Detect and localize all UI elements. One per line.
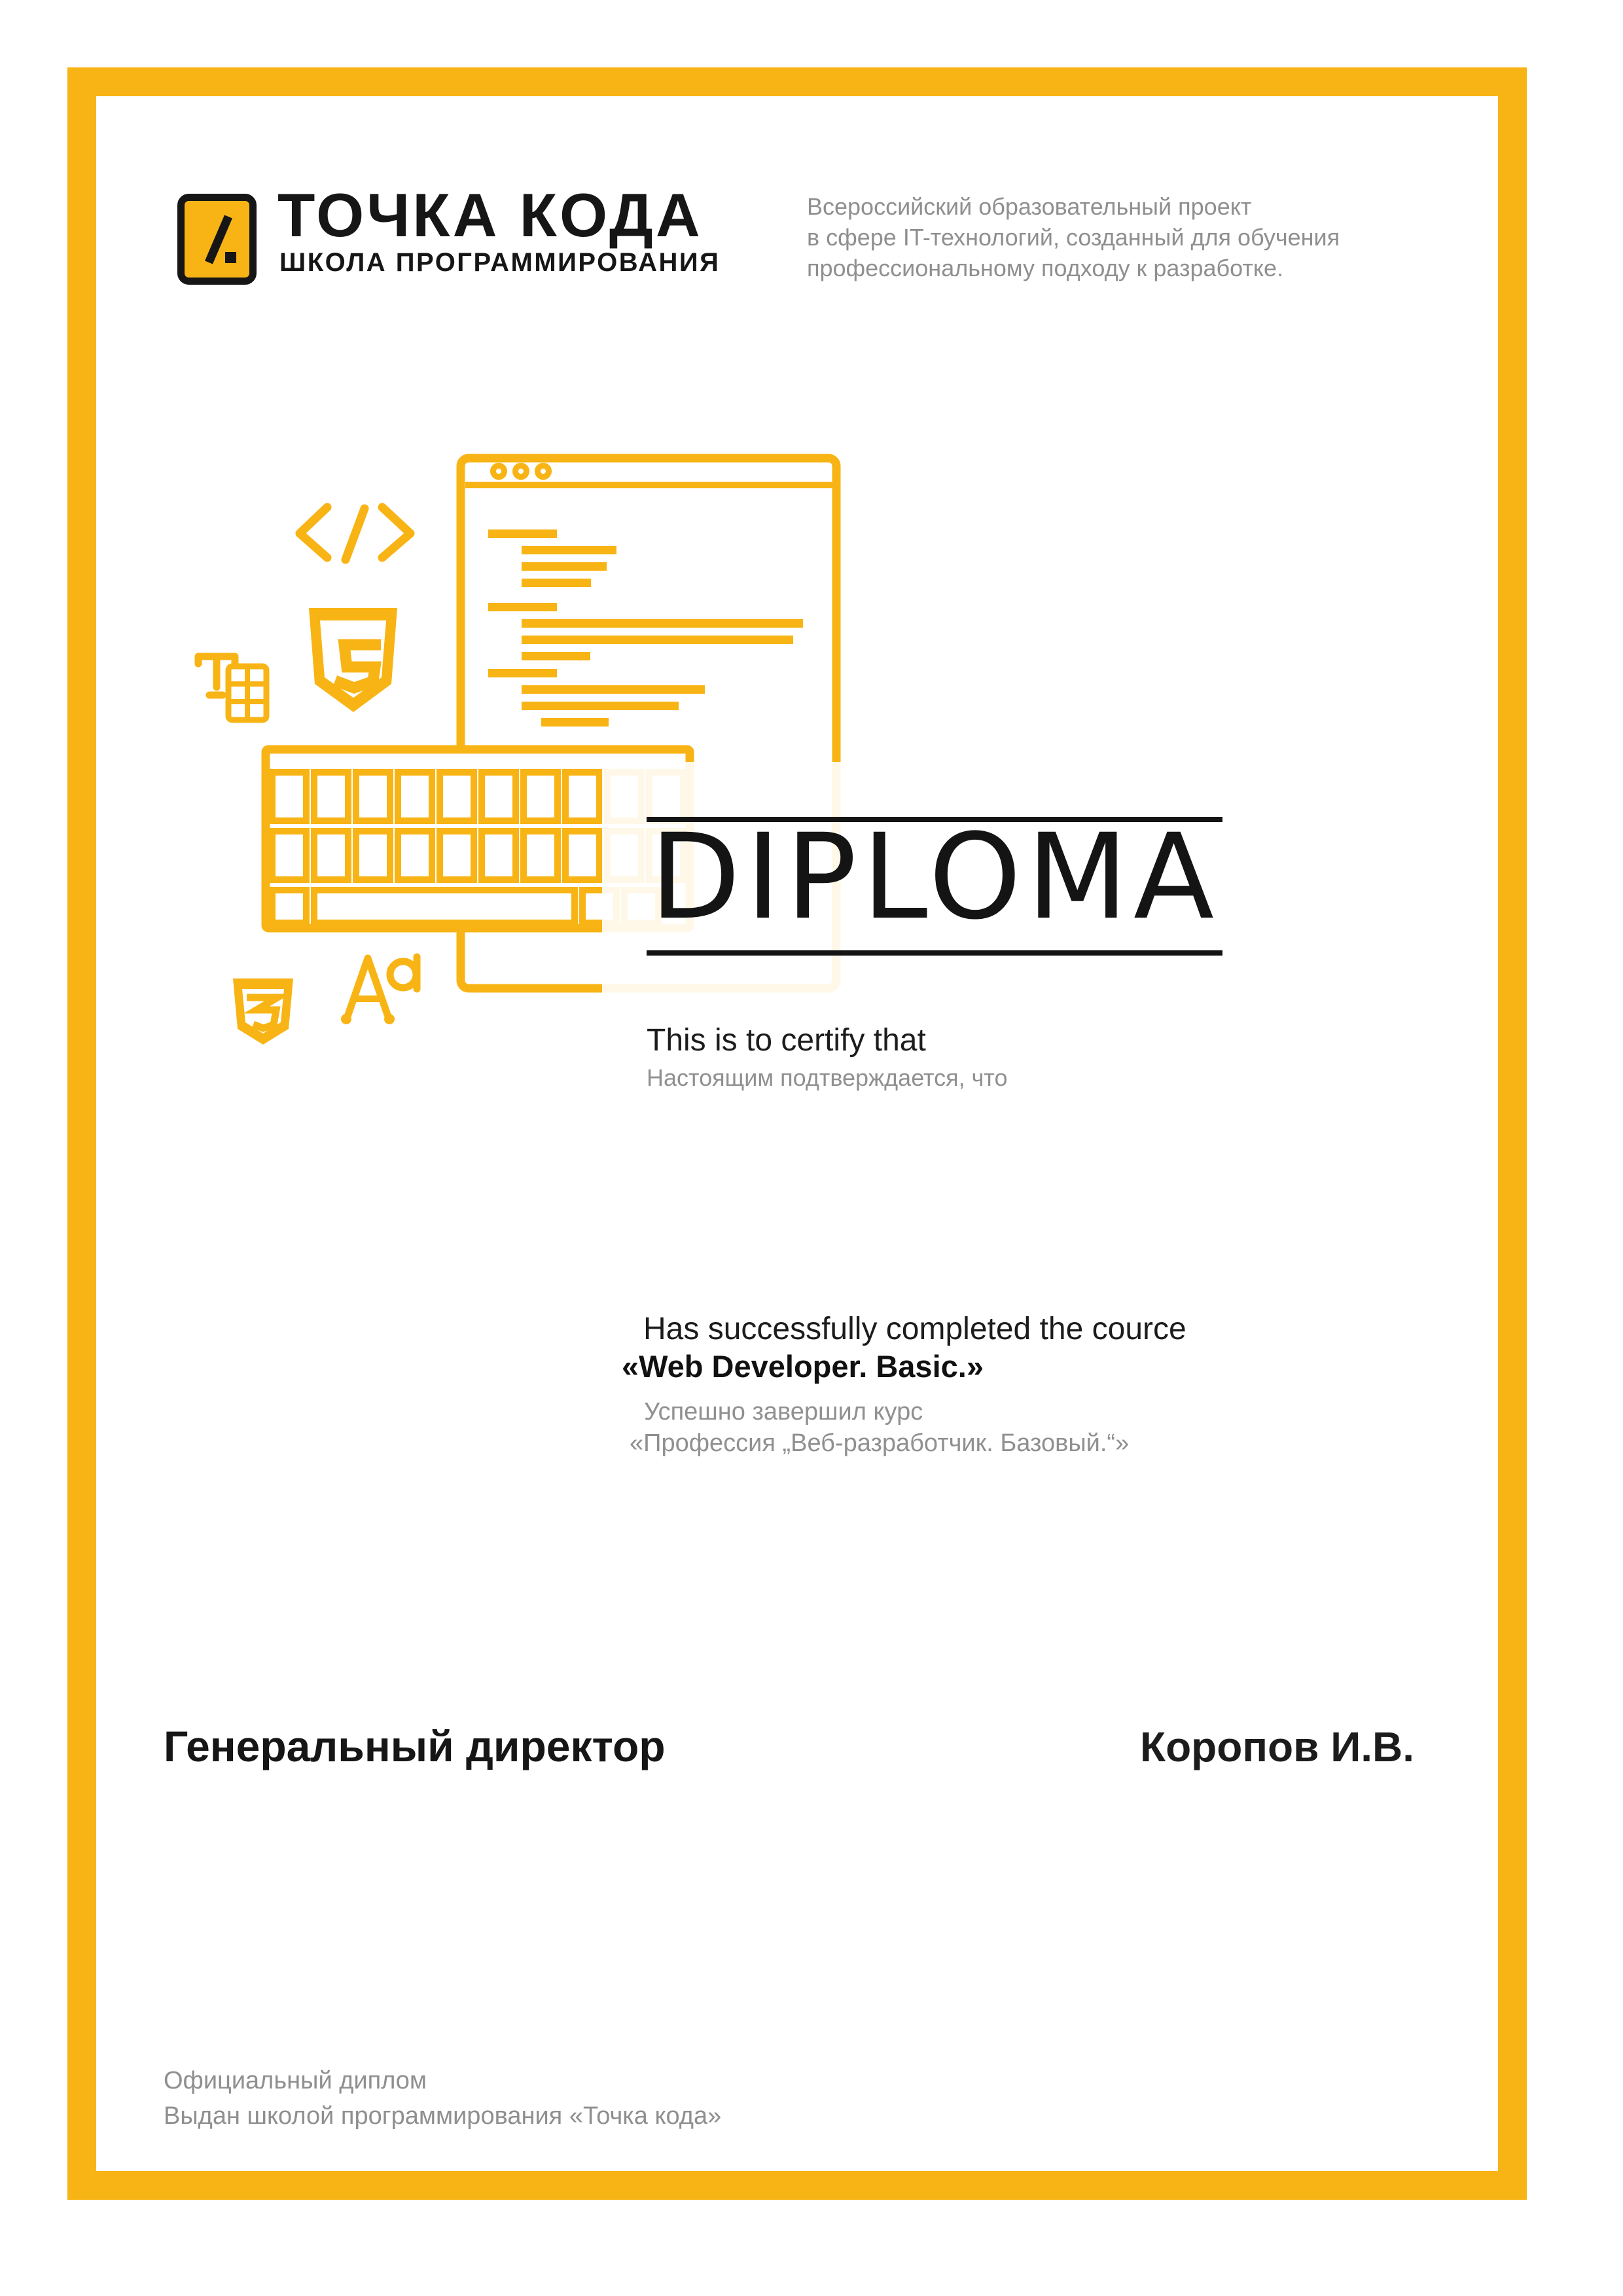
diploma-title-block xyxy=(647,809,1222,956)
course-title-en: «Web Developer. Basic.» xyxy=(622,1349,984,1384)
completed-text-ru: Успешно завершил курс xyxy=(644,1398,923,1426)
certify-text-ru: Настоящим подтверждается, что xyxy=(647,1064,1008,1091)
table-icon xyxy=(228,666,266,720)
logo-title: ТОЧКА КОДА xyxy=(277,181,703,249)
certify-text-en: This is to certify that xyxy=(647,1023,926,1058)
intro-paragraph xyxy=(807,191,1340,283)
completed-text-en: Has successfully completed the cource xyxy=(643,1312,1186,1346)
slash-dot-logo-icon xyxy=(181,198,253,281)
font-style-aa-icon xyxy=(341,957,417,1024)
css3-shield-icon xyxy=(233,978,293,1045)
code-tag-icon xyxy=(300,507,410,560)
intro-line: в сфере IT-технологий, созданный для обучения xyxy=(807,224,1340,251)
intro-line: Всероссийский образовательный проект xyxy=(807,193,1252,220)
footer-line: Выдан школой программирования «Точка кода» xyxy=(164,2102,722,2130)
signature-role: Генеральный директор xyxy=(164,1722,666,1770)
intro-line: профессиональному подходу к разработке. xyxy=(807,255,1284,281)
footer xyxy=(164,2063,721,2134)
course-title-ru: «Профессия „Веб-разработчик. Базовый.“» xyxy=(630,1429,1130,1457)
footer-line: Официальный диплом xyxy=(164,2067,427,2094)
code-lines xyxy=(488,529,803,726)
diploma-title: DIPLOMA xyxy=(649,809,1220,946)
signature-name: Коропов И.В. xyxy=(1140,1723,1414,1770)
logo-subtitle: ШКОЛА ПРОГРАММИРОВАНИЯ xyxy=(279,248,721,277)
html5-shield-icon xyxy=(309,608,397,712)
